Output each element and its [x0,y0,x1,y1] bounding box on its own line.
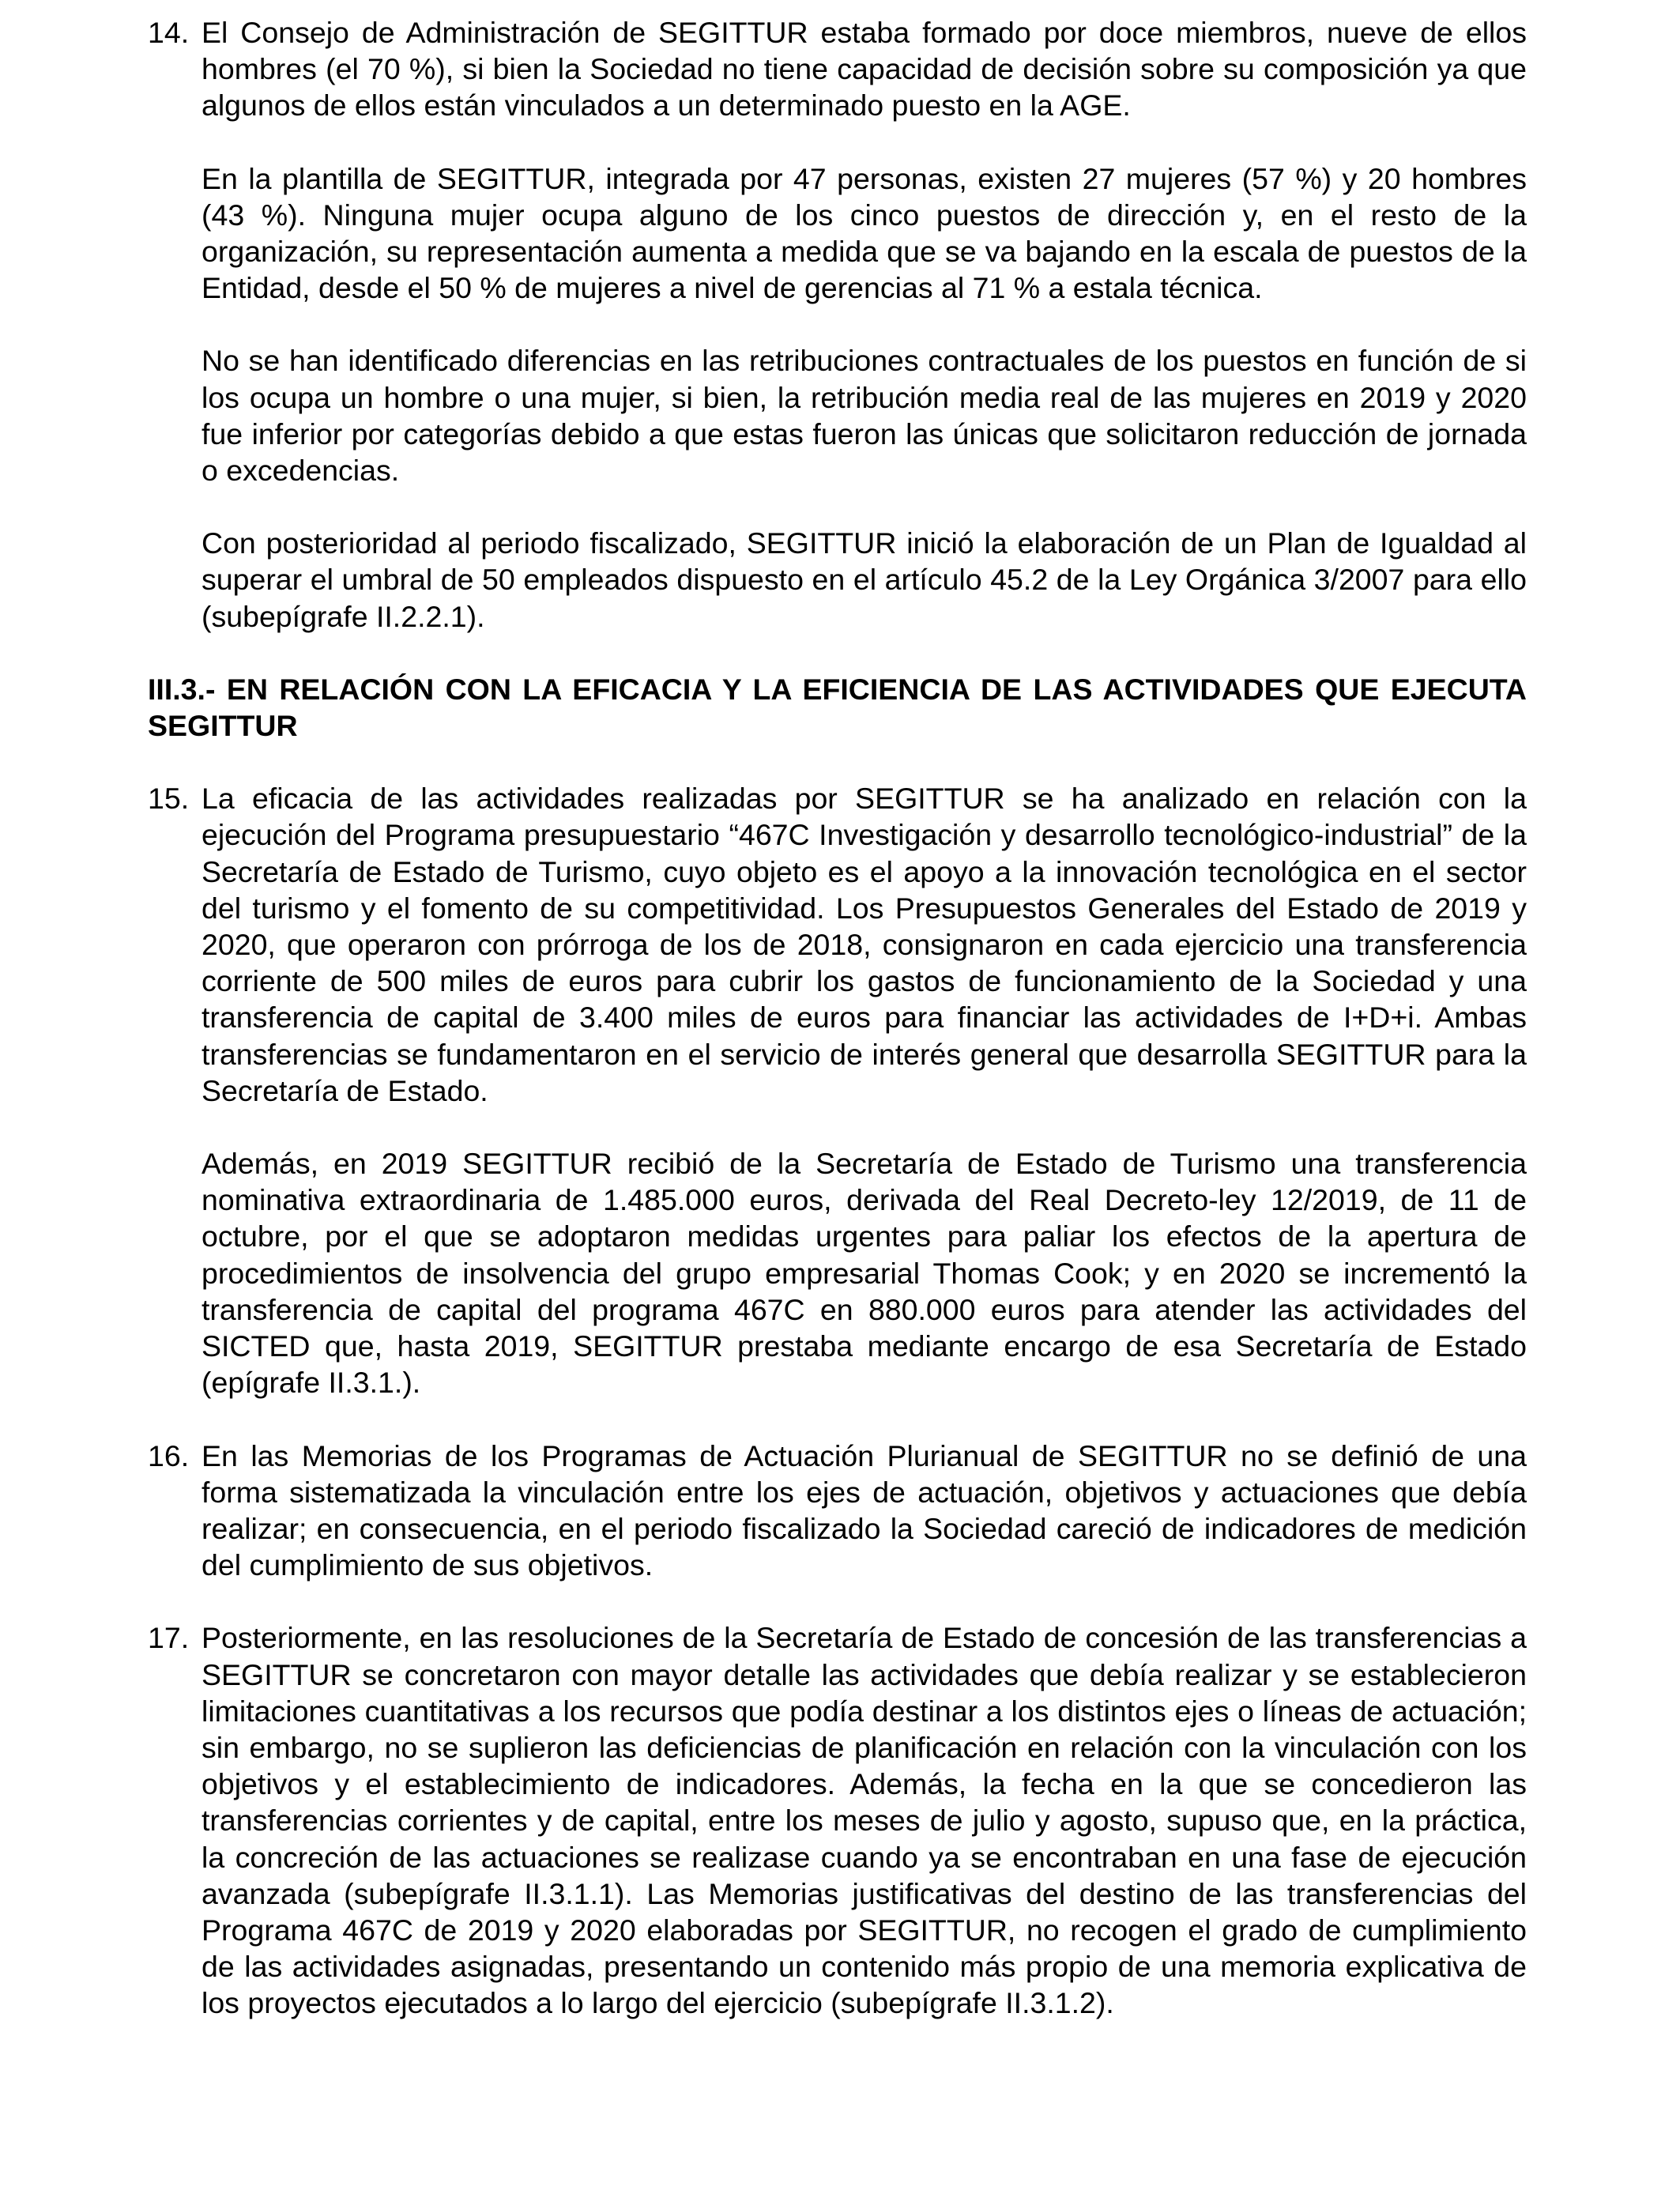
paragraph: Posteriormente, en las resoluciones de la Secretaría de Estado de concesión de las transferencias a SEGITTUR se concretaron con mayor detalle las actividades que debía realizar y se establecieron limitaciones cuantitativas a los recursos que podía destinar a los distintos ejes o líneas de actuación; sin embargo, no se suplieron las deficiencias de planificación en relación con la vinculación con los objetivos y el establecimiento de indicadores. Además, la fecha en la que se concedieron las transferencias corrientes y de capital, entre los meses de julio y agosto, supuso que, en la práctica, la concreción de las actuaciones se realizase cuando ya se encontraban en una fase de ejecución avanzada (subepígrafe II.3.1.1). Las Memorias justificativas del destino de las transferencias del Programa 467C de 2019 y 2020 elaboradas por SEGITTUR, no recogen el grado de cumplimiento de las actividades asignadas, presentando un contenido más propio de una memoria explicativa de los proyectos ejecutados a lo largo del ejercicio (subepígrafe II.3.1.2). [202,1621,1527,2020]
paragraph: El Consejo de Administración de SEGITTUR estaba formado por doce miembros, nueve de ellos hombres (el 70 %), si bien la Sociedad no tiene capacidad de decisión sobre su composición ya que algunos de ellos están vinculados a un determinado puesto en la AGE. [202,16,1527,123]
item-number: 14. [148,16,190,49]
item-number: 17. [148,1621,190,1655]
numbered-item-14 [148,14,1527,635]
item-number: 16. [148,1438,190,1472]
document-page [148,14,1527,2022]
paragraph: En la plantilla de SEGITTUR, integrada por 47 personas, existen 27 mujeres (57 %) y 20 hombres (43 %). Ninguna mujer ocupa alguno de los cinco puestos de dirección y, en el resto de la organización, su representación aumenta a medida que se va bajando en la escala de puestos de la Entidad, desde el 50 % de mujeres a nivel de gerencias al 71 % a estala técnica. [202,161,1527,305]
section-heading: III.3.- EN RELACIÓN CON LA EFICACIA Y LA EFICIENCIA DE LAS ACTIVIDADES QUE EJECUTA SEGITTUR [148,672,1527,743]
item-number: 15. [148,782,190,816]
paragraph: Además, en 2019 SEGITTUR recibió de la Secretaría de Estado de Turismo una transferencia nominativa extraordinaria de 1.485.000 euros, derivada del Real Decreto-ley 12/2019, de 11 de octubre, por el que se adoptaron medidas urgentes para paliar los efectos de la apertura de procedimientos de insolvencia del grupo empresarial Thomas Cook; y en 2020 se incrementó la transferencia de capital del programa 467C en 880.000 euros para atender las actividades del SICTED que, hasta 2019, SEGITTUR prestaba mediante encargo de esa Secretaría de Estado (epígrafe II.3.1.). [202,1147,1527,1400]
numbered-item-16 [148,1438,1527,1584]
paragraph: No se han identificado diferencias en las retribuciones contractuales de los puestos en función de si los ocupa un hombre o una mujer, si bien, la retribución media real de las mujeres en 2019 y 2020 fue inferior por categorías debido a que estas fueron las únicas que solicitaron reducción de jornada o excedencias. [202,344,1527,488]
numbered-item-15 [148,780,1527,1400]
numbered-item-17 [148,1619,1527,2021]
paragraph: La eficacia de las actividades realizadas por SEGITTUR se ha analizado en relación con la ejecución del Programa presupuestario “467C Investigación y desarrollo tecnológico-industrial” de la Secretaría de Estado de Turismo, cuyo objeto es el apoyo a la innovación tecnológica en el sector del turismo y el fomento de su competitividad. Los Presupuestos Generales del Estado de 2019 y 2020, que operaron con prórroga de los de 2018, consignaron en cada ejercicio una transferencia corriente de 500 miles de euros para cubrir los gastos de funcionamiento de la Sociedad y una transferencia de capital de 3.400 miles de euros para financiar las actividades de I+D+i. Ambas transferencias se fundamentaron en el servicio de interés general que desarrolla SEGITTUR para la Secretaría de Estado. [202,782,1527,1107]
paragraph: En las Memorias de los Programas de Actuación Plurianual de SEGITTUR no se definió de una forma sistematizada la vinculación entre los ejes de actuación, objetivos y actuaciones que debía realizar; en consecuencia, en el periodo fiscalizado la Sociedad careció de indicadores de medición del cumplimiento de sus objetivos. [202,1438,1527,1582]
paragraph: Con posterioridad al periodo fiscalizado, SEGITTUR inició la elaboración de un Plan de Igualdad al superar el umbral de 50 empleados dispuesto en el artículo 45.2 de la Ley Orgánica 3/2007 para ello (subepígrafe II.2.2.1). [202,526,1527,633]
